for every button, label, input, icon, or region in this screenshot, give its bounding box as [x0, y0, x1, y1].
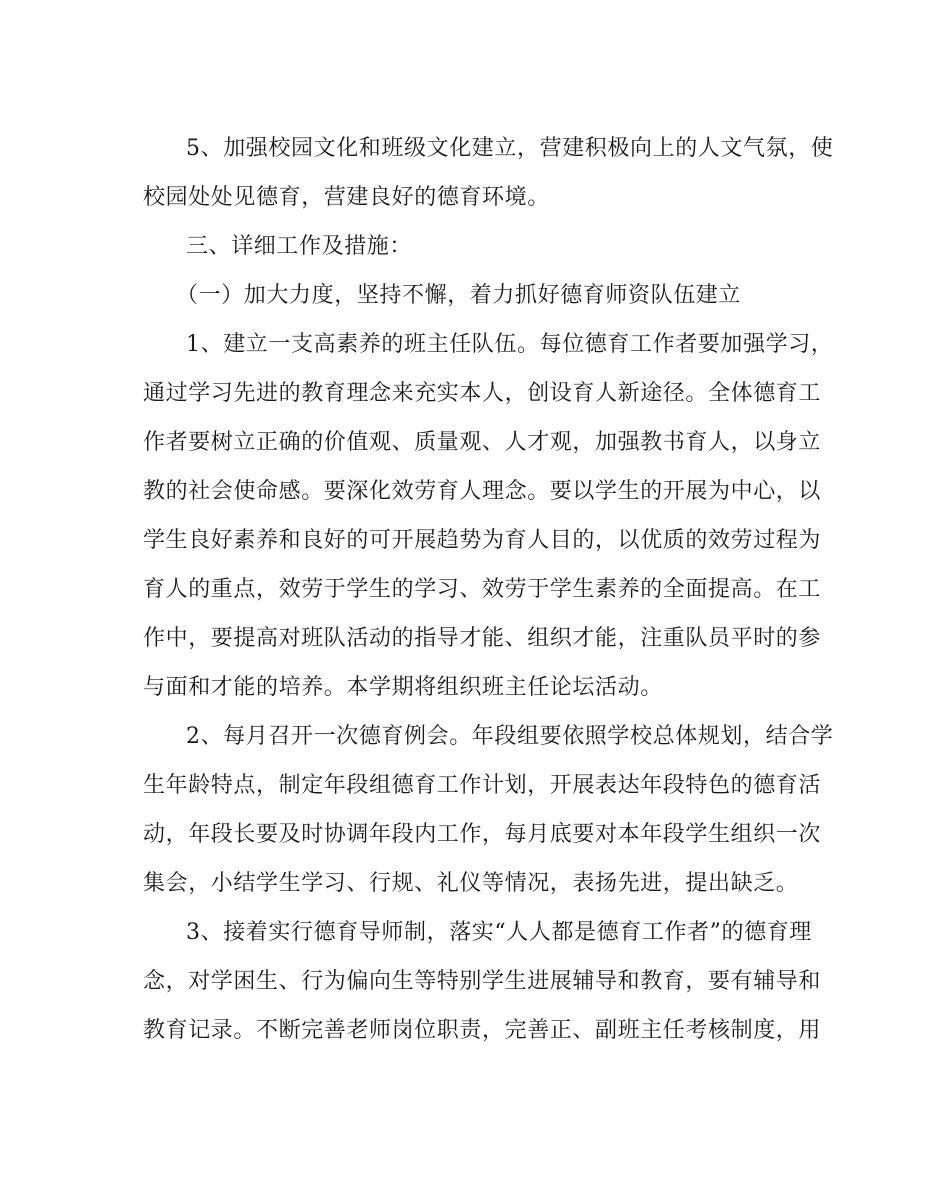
paragraph-line: 5、加强校园文化和班级文化建立，营建积极向上的人文气氛，使 — [186, 136, 834, 161]
paragraph-line: 与面和才能的培养。本学期将组织班主任论坛活动。 — [143, 675, 663, 700]
paragraph-line: 校园处处见德育，营建良好的德育环境。 — [143, 185, 550, 210]
paragraph-line: 生年龄特点，制定年段组德育工作计划，开展表达年段特色的德育活 — [143, 773, 822, 798]
paragraph-line: 作者要树立正确的价值观、质量观、人才观，加强教书育人，以身立 — [143, 430, 822, 455]
paragraph-line: 念，对学困生、行为偏向生等特别学生进展辅导和教育，要有辅导和 — [143, 969, 822, 994]
paragraph-line: 通过学习先进的教育理念来充实本人，创设育人新途径。全体德育工 — [143, 381, 822, 406]
paragraph-line: 学生良好素养和良好的可开展趋势为育人目的，以优质的效劳过程为 — [143, 528, 822, 553]
paragraph-line: 2、每月召开一次德育例会。年段组要依照学校总体规划，结合学 — [186, 724, 834, 749]
paragraph-line: 教的社会使命感。要深化效劳育人理念。要以学生的开展为中心，以 — [143, 479, 822, 504]
paragraph-line: 集会，小结学生学习、行规、礼仪等情况，表扬先进，提出缺乏。 — [143, 871, 799, 896]
paragraph-line: 动，年段长要及时协调年段内工作，每月底要对本年段学生组织一次 — [143, 822, 822, 847]
paragraph-line: 1、建立一支高素养的班主任队伍。每位德育工作者要加强学习， — [186, 332, 834, 357]
paragraph-line: 3、接着实行德育导师制，落实“人人都是德育工作者”的德育理 — [186, 920, 812, 945]
subsection-heading: （一）加大力度，坚持不懈，着力抓好德育师资队伍建立 — [176, 283, 742, 308]
paragraph-line: 育人的重点，效劳于学生的学习、效劳于学生素养的全面提高。在工 — [143, 577, 822, 602]
paragraph-line: 作中，要提高对班队活动的指导才能、组织才能，注重队员平时的参 — [143, 626, 822, 651]
paragraph-line: 教育记录。不断完善老师岗位职责，完善正、副班主任考核制度，用 — [143, 1018, 822, 1043]
section-heading: 三、详细工作及措施： — [186, 234, 413, 259]
